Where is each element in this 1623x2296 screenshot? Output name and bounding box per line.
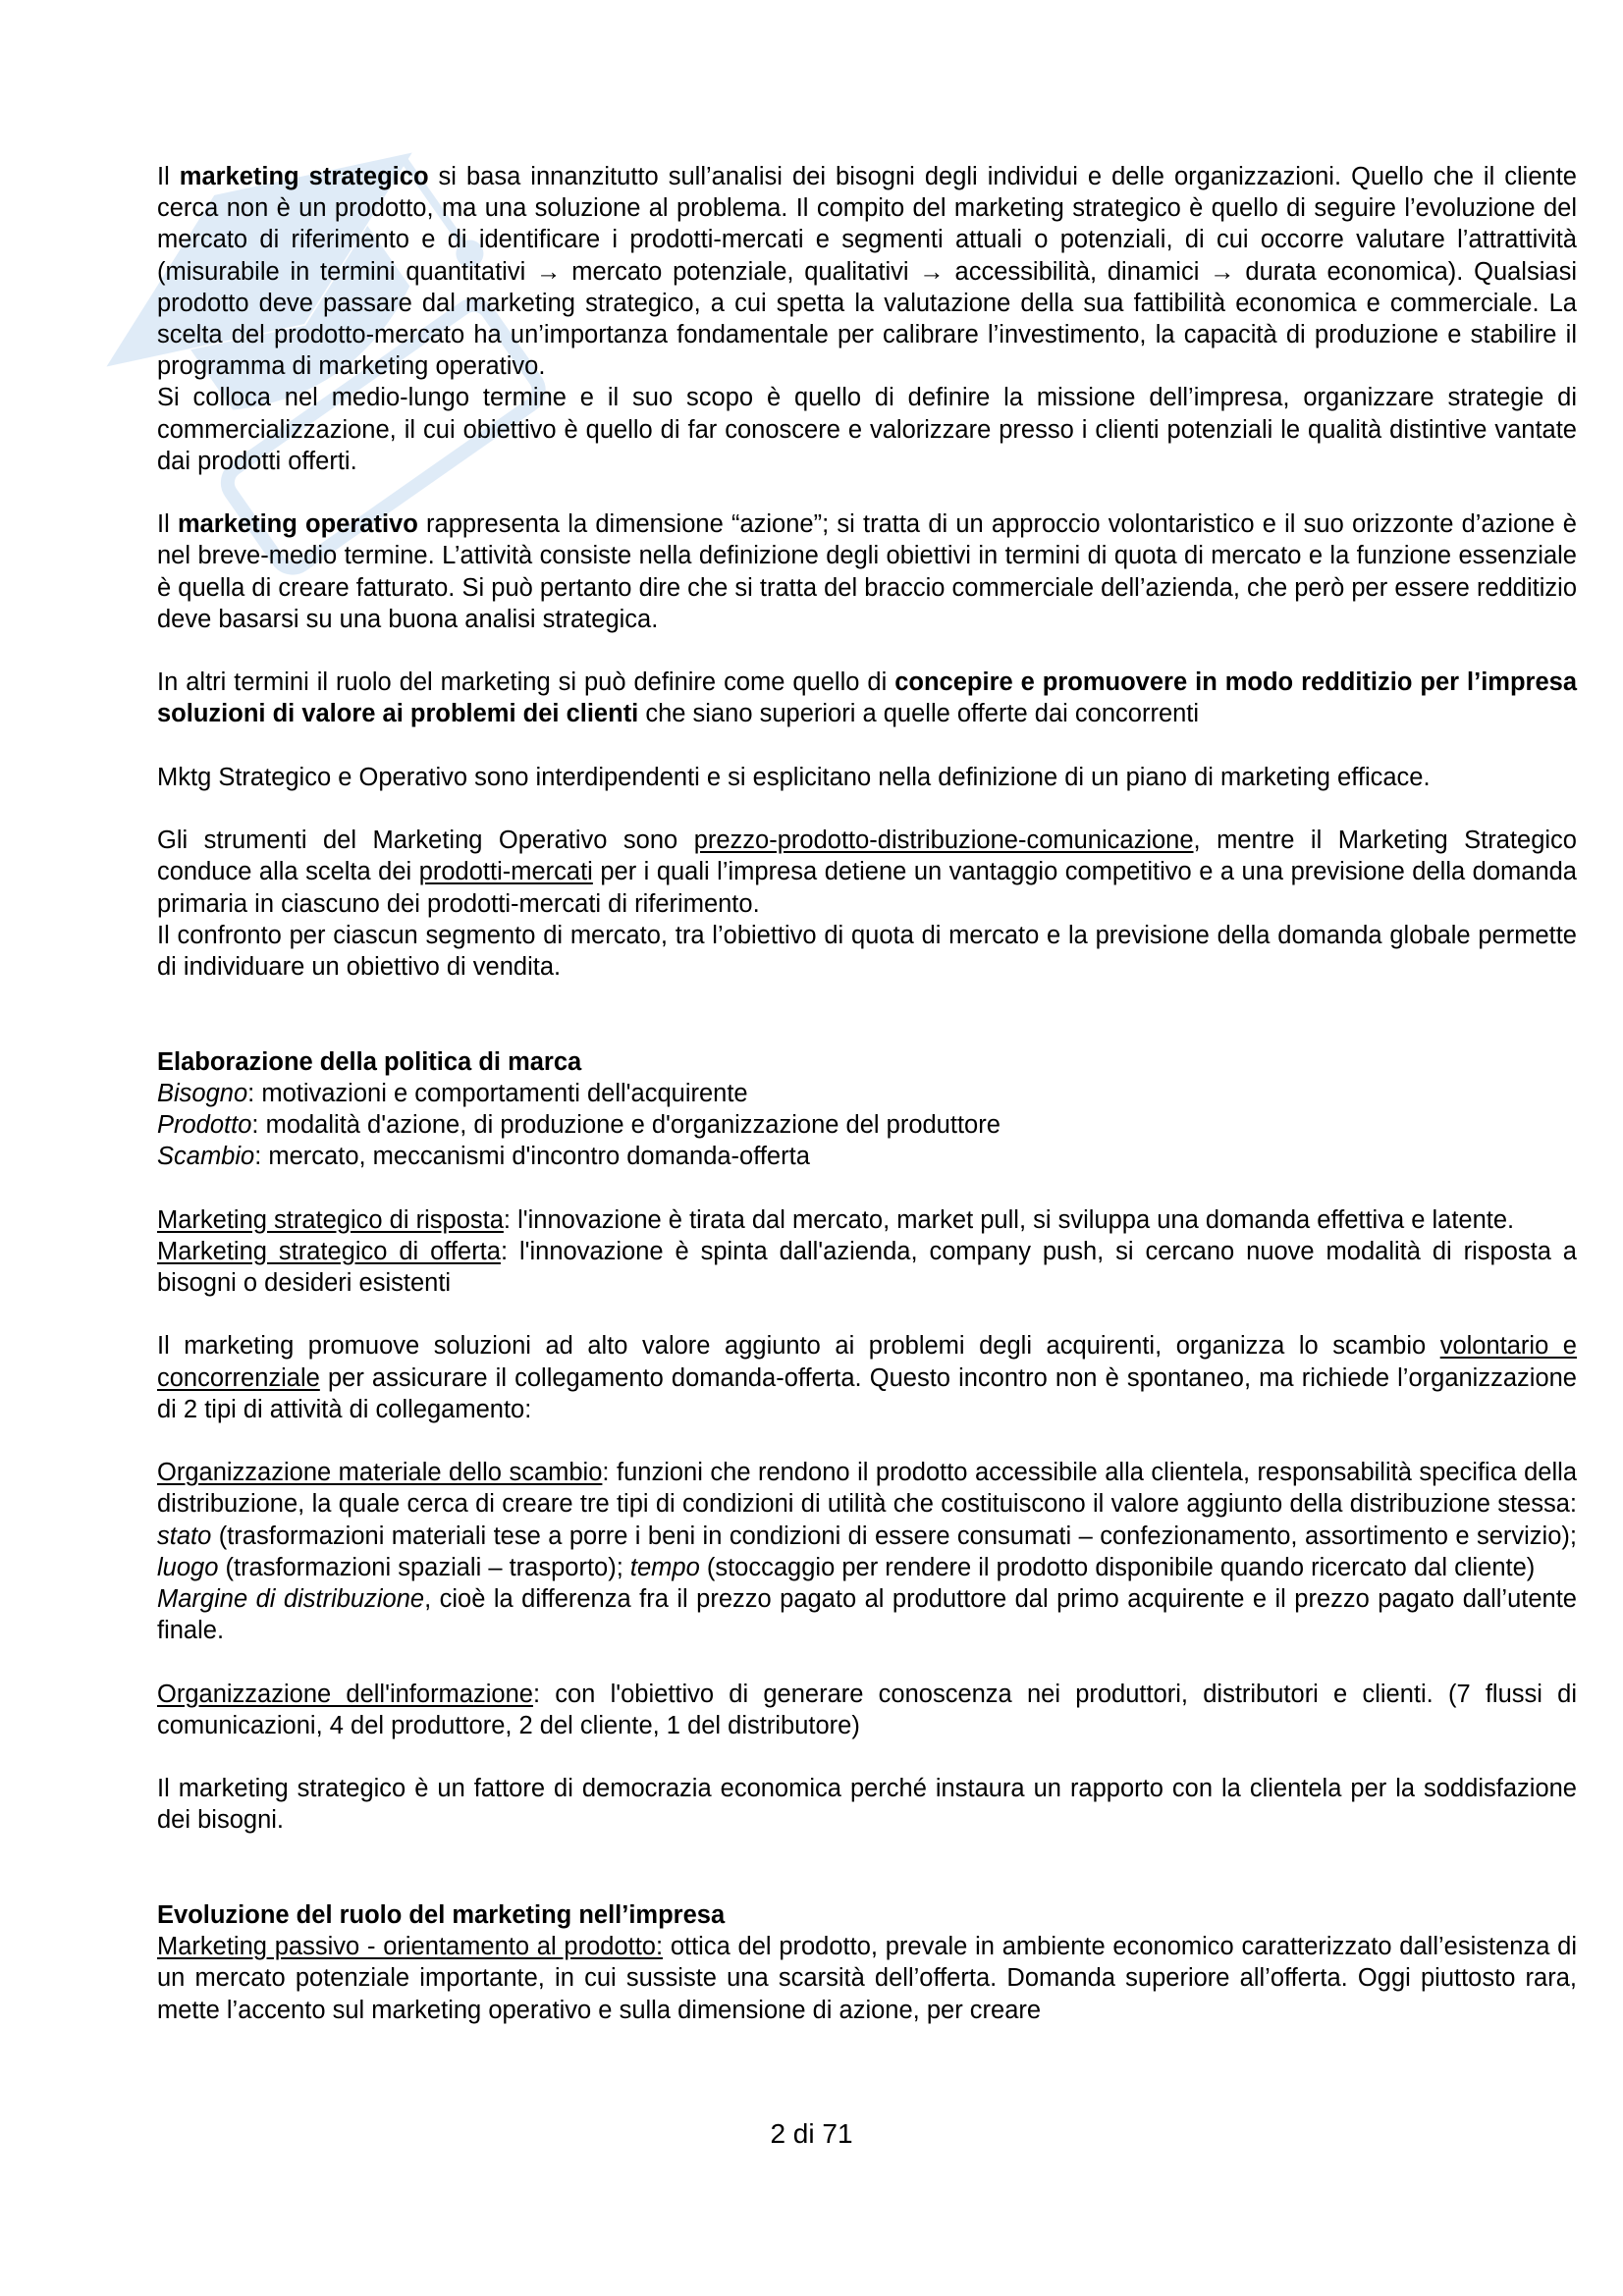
paragraph-soluzioni-valore-aggiunto	[157, 1330, 1577, 1425]
text-run: Evoluzione del ruolo del marketing nell’impresa	[157, 1901, 726, 1929]
text-run: : motivazioni e comportamenti dell'acquirente	[247, 1079, 748, 1107]
paragraph-margine-distribuzione	[157, 1583, 1577, 1646]
paragraph-interdipendenti	[157, 762, 1577, 793]
text-run: Mktg Strategico e Operativo sono interdipendenti e si esplicitano nella definizione di un piano di marketing efficace.	[157, 763, 1431, 791]
text-run: : l'innovazione è spinta dall'azienda, company push, si cercano nuove modalità di risposta a bisogni o desideri esistenti	[157, 1237, 1577, 1298]
paragraph-strategico-di-risposta	[157, 1204, 1577, 1236]
text-run: per i quali l’impresa detiene un vantaggio competitivo e a una previsione della domanda primaria in ciascuno dei prodotti-mercati di riferimento.	[157, 858, 1577, 918]
text-run: Elaborazione della politica di marca	[157, 1047, 582, 1076]
paragraph-marketing-operativo	[157, 508, 1577, 635]
italic-text: Margine di distribuzione	[157, 1585, 425, 1614]
text-run: Gli strumenti del Marketing Operativo sono	[157, 827, 694, 855]
text-run: Il marketing strategico è un fattore di democrazia economica perché instaura un rapporto con la clientela per la soddisfazione dei bisogni.	[157, 1775, 1577, 1835]
bold-text: marketing strategico	[179, 163, 429, 190]
paragraph-organizzazione-materiale	[157, 1457, 1577, 1583]
italic-text: Bisogno	[157, 1079, 248, 1107]
text-run: Il confronto per ciascun segmento di mercato, tra l’obiettivo di quota di mercato e la previsione della domanda globale permette di individuare un obiettivo di vendita.	[157, 921, 1577, 982]
paragraph-marketing-passivo	[157, 1931, 1577, 2026]
text-run: : funzioni che rendono il prodotto accessibile alla clientela, responsabilità specifica della distribuzione, la quale cerca di creare tre tipi di condizioni di utilità che costituiscono il valore aggiunto della distribuzione stessa:	[157, 1459, 1577, 1519]
underlined-text: volontario e concorrenziale	[157, 1332, 1577, 1392]
paragraph-strategico-di-offerta	[157, 1236, 1577, 1299]
underlined-text: Marketing passivo - orientamento al prodotto:	[157, 1933, 664, 1961]
text-run: : mercato, meccanismi d'incontro domanda-offerta	[254, 1143, 810, 1171]
underlined-text: Marketing strategico di offerta	[157, 1237, 501, 1265]
paragraph-confronto	[157, 920, 1577, 983]
text-run: : l'innovazione è tirata dal mercato, market pull, si sviluppa una domanda effettiva e latente.	[503, 1205, 1515, 1234]
paragraph-medio-lungo-termine	[157, 382, 1577, 477]
text-run: si basa innanzitutto sull’analisi dei bisogni degli individui e delle organizzazioni. Quello che il cliente cerca non è un prodotto, ma una soluzione al problema. Il compito del marketing strategico è quello di seguire l’evoluzione del mercato di riferimento e di identificare i prodotti-mercati e segmenti attuali o potenziali, di cui occorre valutare l’attrattività (misurabile in termini quantitativi → mercato potenziale, qualitativi → accessibilità, dinamici → durata economica). Qualsiasi prodotto deve passare dal marketing strategico, a cui spetta la valutazione della sua fattibilità economica e commerciale. La scelta del prodotto-mercato ha un’importanza fondamentale per calibrare l’investimento, la capacità di produzione e stabilire il programma di marketing operativo.	[157, 163, 1577, 381]
paragraph-marketing-strategico	[157, 161, 1577, 382]
text-run: Il	[157, 163, 180, 190]
text-run: Si colloca nel medio-lungo termine e il suo scopo è quello di definire la missione dell’impresa, organizzare strategie di commercializzazione, il cui obiettivo è quello di far conoscere e valorizzare presso i clienti potenziali le qualità distintive vantate dai prodotti offerti.	[157, 384, 1577, 475]
heading-politica-di-marca	[157, 1046, 1577, 1078]
text-run: che siano superiori a quelle offerte dai concorrenti	[638, 700, 1200, 728]
italic-text: stato	[157, 1522, 212, 1550]
underlined-text: prodotti-mercati	[418, 858, 593, 886]
text-run: (trasformazioni materiali tese a porre i beni in condizioni di essere consumati – confezionamento, assortimento e servizio);	[211, 1522, 1577, 1550]
text-run: , cioè la differenza fra il prezzo pagato al produttore dal primo acquirente e il prezzo pagato dall’utente finale.	[157, 1585, 1577, 1645]
paragraph-ruolo-marketing	[157, 667, 1577, 729]
line-scambio	[157, 1141, 1577, 1172]
text-run: , mentre il Marketing Strategico conduce alla scelta dei	[157, 827, 1577, 886]
document-body	[157, 161, 1577, 2026]
italic-text: tempo	[629, 1553, 700, 1581]
paragraph-organizzazione-informazione	[157, 1679, 1577, 1741]
italic-text: Scambio	[157, 1143, 255, 1171]
text-run: : con l'obiettivo di generare conoscenza nei produttori, distributori e clienti. (7 flussi di comunicazioni, 4 del produttore, 2 del cliente, 1 del distributore)	[157, 1680, 1577, 1739]
text-run: (stoccaggio per rendere il prodotto disponibile quando ricercato dal cliente)	[699, 1553, 1536, 1581]
text-run: In altri termini il ruolo del marketing si può definire come quello di	[157, 668, 895, 697]
heading-evoluzione-ruolo	[157, 1899, 1577, 1931]
underlined-text: prezzo-prodotto-distribuzione-comunicazione	[693, 827, 1194, 855]
text-run: rappresenta la dimensione “azione”; si tratta di un approccio volontaristico e il suo orizzonte d’azione è nel breve-medio termine. L’attività consiste nella definizione degli obiettivi in termini di quota di mercato e la funzione essenziale è quella di creare fatturato. Si può pertanto dire che si tratta del braccio commerciale dell’azienda, che però per essere redditizio deve basarsi su una buona analisi strategica.	[157, 510, 1577, 633]
line-prodotto	[157, 1109, 1577, 1141]
text-run: : modalità d'azione, di produzione e d'organizzazione del produttore	[251, 1111, 1001, 1140]
underlined-text: Marketing strategico di risposta	[157, 1205, 504, 1234]
paragraph-democrazia-economica	[157, 1773, 1577, 1836]
paragraph-strumenti	[157, 825, 1577, 920]
line-bisogno	[157, 1078, 1577, 1109]
text-run: ottica del prodotto, prevale in ambiente economico caratterizzato dall’esistenza di un mercato potenziale importante, in cui sussiste una scarsità dell’offerta. Domanda superiore all’offerta. Oggi piuttosto rara, mette l’accento sul marketing operativo e sulla dimensione di azione, per creare	[157, 1933, 1577, 2024]
underlined-text: Organizzazione materiale dello scambio	[157, 1459, 603, 1487]
text-run: Il marketing promuove soluzioni ad alto valore aggiunto ai problemi degli acquirenti, organizza lo scambio	[157, 1332, 1440, 1361]
text-run: per assicurare il collegamento domanda-offerta. Questo incontro non è spontaneo, ma richiede l’organizzazione di 2 tipi di attività di collegamento:	[157, 1363, 1577, 1423]
italic-text: luogo	[157, 1553, 219, 1581]
page-number: 2 di 71	[770, 2118, 853, 2149]
text-run: Il	[157, 510, 178, 539]
bold-text: concepire e promuovere in modo redditizio per l’impresa soluzioni di valore ai problemi dei clienti	[157, 668, 1577, 728]
italic-text: Prodotto	[157, 1111, 252, 1140]
bold-text: marketing operativo	[177, 510, 418, 539]
underlined-text: Organizzazione dell'informazione	[157, 1680, 533, 1708]
text-run: (trasformazioni spaziali – trasporto);	[218, 1553, 630, 1581]
